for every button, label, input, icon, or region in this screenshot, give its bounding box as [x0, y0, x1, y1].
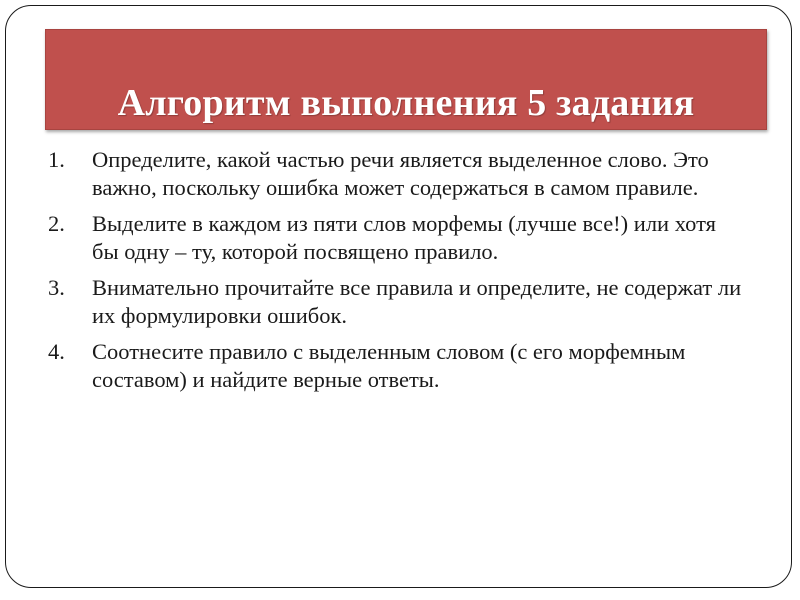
- step-number: 4.: [48, 339, 65, 364]
- step-number: 2.: [48, 211, 65, 236]
- step-item-2: [48, 210, 748, 265]
- step-number: 3.: [48, 275, 65, 300]
- steps-list: [48, 146, 748, 402]
- title-banner: [45, 29, 767, 130]
- step-text: Выделите в каждом из пяти слов морфемы (лучше все!) или хотя бы одну – ту, которой посвящено правило.: [92, 211, 716, 264]
- step-text: Соотнесите правило с выделенным словом (с его морфемным составом) и найдите верные ответы.: [92, 339, 686, 392]
- slide-title: Алгоритм выполнения 5 задания: [117, 82, 695, 124]
- step-text: Определите, какой частью речи является выделенное слово. Это важно, поскольку ошибка может содержаться в самом правиле.: [92, 147, 709, 200]
- step-number: 1.: [48, 147, 65, 172]
- step-item-1: [48, 146, 748, 201]
- step-item-3: [48, 274, 748, 329]
- step-item-4: [48, 338, 748, 393]
- step-text: Внимательно прочитайте все правила и определите, не содержат ли их формулировки ошибок.: [92, 275, 742, 328]
